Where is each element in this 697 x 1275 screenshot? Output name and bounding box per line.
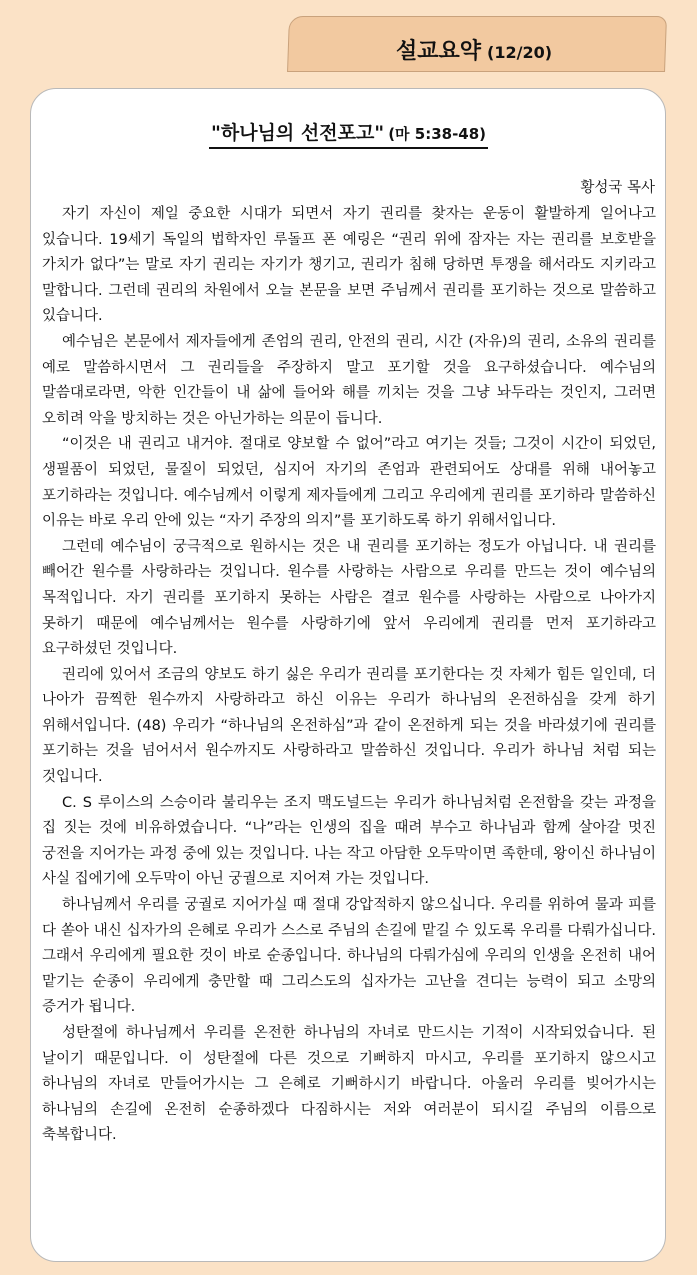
paragraph: 성탄절에 하나님께서 우리를 온전한 하나님의 자녀로 만드시는 기적이 시작되었습니다. 된 날이기 때문입니다. 이 성탄절에 다른 것으로 기뻐하지 마시고, 우리를 포기하지 않으시고 하나님의 자녀로 만들어가시는 그 은혜로 기뻐하시기 바랍니다. 아울러 우리를 빚어가시는 하나님의 손길에 온전히 순종하겠다 다짐하시는 저와 여러분이 되시길 주님의 이름으로 축복합니다. (42, 1025, 656, 1144)
paragraph: 하나님께서 우리를 궁궐로 지어가실 때 절대 강압적하지 않으십니다. 우리를 위하여 물과 피를 다 쏟아 내신 십자가의 은혜로 우리가 스스로 주님의 손길에 맡길 수 있도록 우리를 다뤄가십니다. 그래서 우리에게 필요한 것이 바로 순종입니다. 하나님의 다뤄가심에 우리의 인생을 온전히 내어 맡기는 순종이 우리에게 충만할 때 그리스도의 십자가는 고난을 견디는 능력이 되고 소망의 증거가 됩니다. (42, 897, 656, 1016)
paragraph: 예수님은 본문에서 제자들에게 존엄의 권리, 안전의 권리, 시간 (자유)의 권리, 소유의 권리를 예로 말씀하시면서 그 권리들을 주장하지 말고 포기할 것을 요구하셨습니다. 예수님의 말씀대로라면, 악한 인간들이 내 삶에 들어와 해를 끼치는 것을 그냥 놔두라는 것인지, 그러면 오히려 악을 방치하는 것은 아닌가하는 의문이 듭니다. (42, 333, 656, 427)
paragraph: C. S 루이스의 스승이라 불리우는 조지 맥도널드는 우리가 하나님처럼 온전함을 갖는 과정을 집 짓는 것에 비유하였습니다. “나”라는 인생의 집을 때려 부수고 하나님과 함께 살아갈 멋진 궁전을 지어가는 과정 중에 있는 것입니다. 나는 작고 아담한 오두막이면 족한데, 왕이신 하나님이 사실 집에기에 오두막이 아닌 궁궐으로 지어져 가는 것입니다. (42, 794, 656, 888)
paragraph: “이것은 내 권리고 내거야. 절대로 양보할 수 없어”라고 여기는 것들; 그것이 시간이 되었던, 생필품이 되었던, 물질이 되었던, 심지어 자기의 존엄과 관련되어도 상대를 위해 내어놓고 포기하라는 것입니다. 예수님께서 이렇게 제자들에게 그리고 우리에게 권리를 포기하라 말씀하신 이유는 바로 우리 안에 있는 “자기 주장의 의지”를 포기하도록 하기 위해서입니다. (42, 436, 656, 530)
sermon-reference: (마 5:38-48) (388, 125, 487, 143)
header-title-text: 설교요약 (396, 39, 482, 64)
header-title (396, 34, 552, 65)
paragraph: 그런데 예수님이 궁극적으로 원하시는 것은 내 권리를 포기하는 정도가 아닙니다. 내 권리를 빼어간 원수를 사랑하라는 것입니다. 원수를 사랑하는 사람으로 우리를 만드는 것이 예수님의 목적입니다. 자기 권리를 포기하지 못하는 사람은 결코 원수를 사랑하는 사람으로 나아가지 못하기 때문에 예수님께서는 원수를 사랑하기에 앞서 우리에게 권리를 먼저 포기하라고 요구하셨던 것입니다. (42, 538, 656, 658)
sermon-title-text: "하나님의 선전포고" (210, 122, 385, 144)
header-date: (12/20) (487, 43, 553, 62)
paragraph: 권리에 있어서 조금의 양보도 하기 싫은 우리가 권리를 포기한다는 것 자체가 힘든 일인데, 더 나아가 끔찍한 원수까지 사랑하라고 하신 이유는 우리가 하나님의 온전하심을 갖게 하기 위해서입니다. (48) 우리가 “하나님의 온전하심”과 같이 온전하게 되는 것을 바라셨기에 권리를 포기하는 것을 넘어서서 원수까지도 사랑하라고 말씀하신 것입니다. 우리가 하나님 처럼 되는 것입니다. (42, 666, 656, 786)
sermon-body (42, 202, 656, 1149)
sermon-title (0, 118, 697, 149)
sermon-author: 황성국 목사 (580, 180, 655, 196)
sermon-title-underline (209, 118, 488, 149)
paragraph: 자기 자신이 제일 중요한 시대가 되면서 자기 권리를 찾자는 운동이 활발하게 일어나고 있습니다. 19세기 독일의 법학자인 루돌프 폰 예링은 “권리 위에 잠자는 자는 권리를 보호받을 가치가 없다”는 말로 자기 권리는 자기가 챙기고, 권리가 침해 당하면 투쟁을 해서라도 지키라고 말합니다. 그런데 권리의 차원에서 오늘 본문을 보면 주님께서 권리를 포기하는 것으로 말씀하고 있습니다. (42, 206, 656, 325)
